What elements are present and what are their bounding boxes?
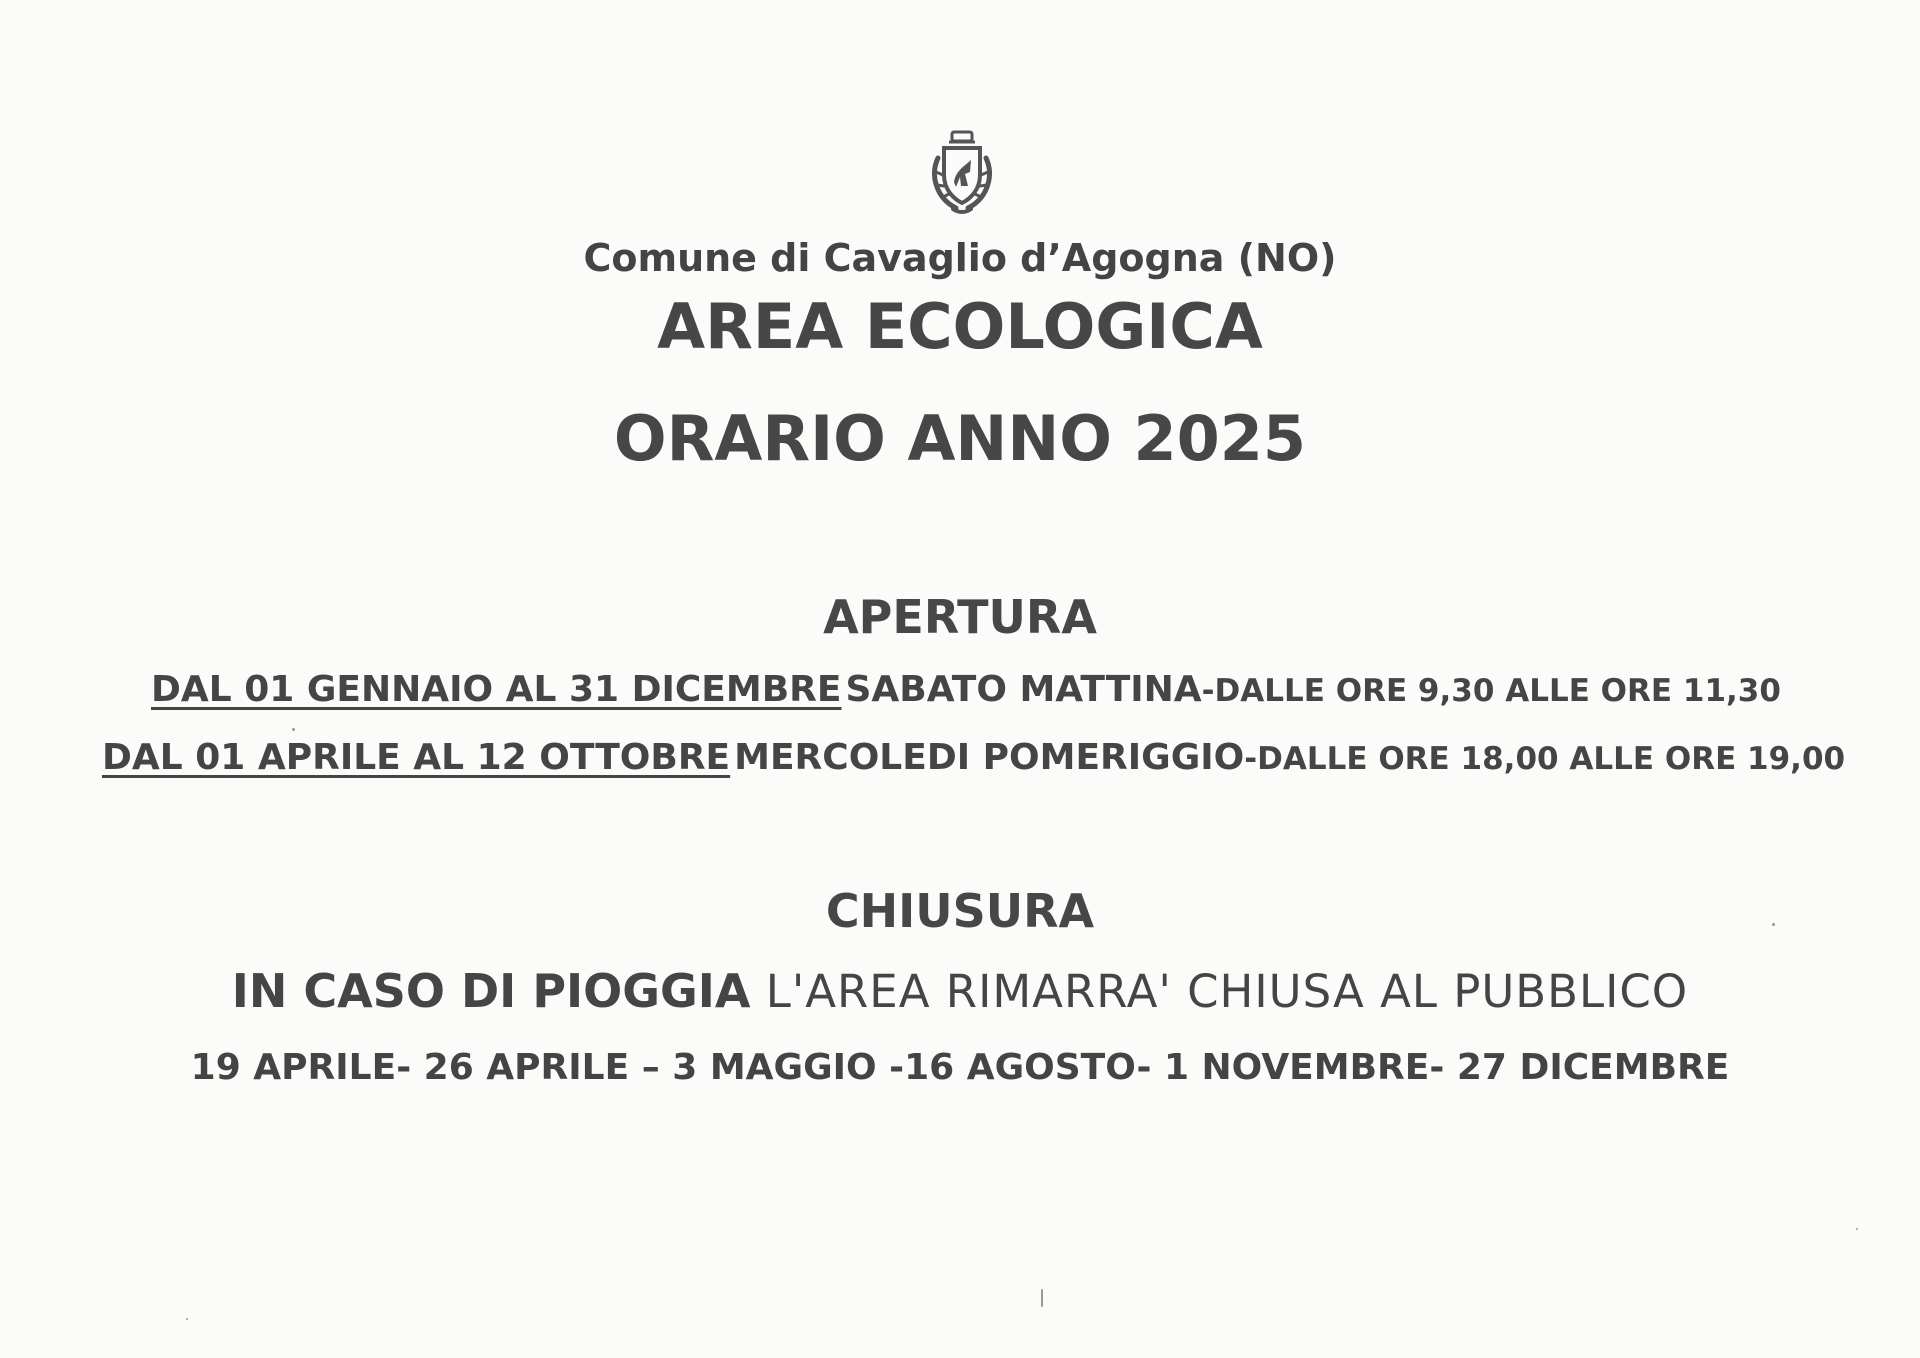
rain-condition: IN CASO DI PIOGGIA — [231, 964, 751, 1018]
page-title: AREA ECOLOGICA — [657, 290, 1263, 363]
closure-heading: CHIUSURA — [825, 884, 1095, 938]
scan-speck — [1856, 1228, 1858, 1230]
schedule-year-title: ORARIO ANNO 2025 — [613, 402, 1307, 475]
opening-period: DAL 01 GENNAIO AL 31 DICEMBRE — [151, 669, 842, 710]
scan-mark — [1041, 1289, 1043, 1307]
opening-hours: -DALLE ORE 18,00 ALLE ORE 19,00 — [1244, 741, 1846, 777]
opening-schedule-row — [151, 669, 1781, 710]
opening-heading: APERTURA — [823, 590, 1097, 644]
scan-speck — [292, 728, 295, 731]
opening-period: DAL 01 APRILE AL 12 OTTOBRE — [102, 737, 731, 778]
rain-closure-notice — [0, 964, 1920, 1018]
opening-schedule-row — [102, 737, 1845, 778]
scan-speck — [186, 1318, 188, 1320]
closure-dates: 19 APRILE- 26 APRILE – 3 MAGGIO -16 AGOSTO- 1 NOVEMBRE- 27 DICEMBRE — [190, 1047, 1730, 1088]
scan-speck — [1772, 923, 1775, 926]
opening-slot: SABATO MATTINA — [845, 669, 1202, 710]
opening-hours: -DALLE ORE 9,30 ALLE ORE 11,30 — [1201, 673, 1781, 709]
municipality-name: Comune di Cavaglio d’Agogna (NO) — [583, 236, 1337, 280]
opening-slot: MERCOLEDI POMERIGGIO — [734, 737, 1245, 778]
municipal-crest-icon — [925, 130, 999, 216]
rain-closure-text: L'AREA RIMARRA' CHIUSA AL PUBBLICO — [750, 965, 1689, 1018]
